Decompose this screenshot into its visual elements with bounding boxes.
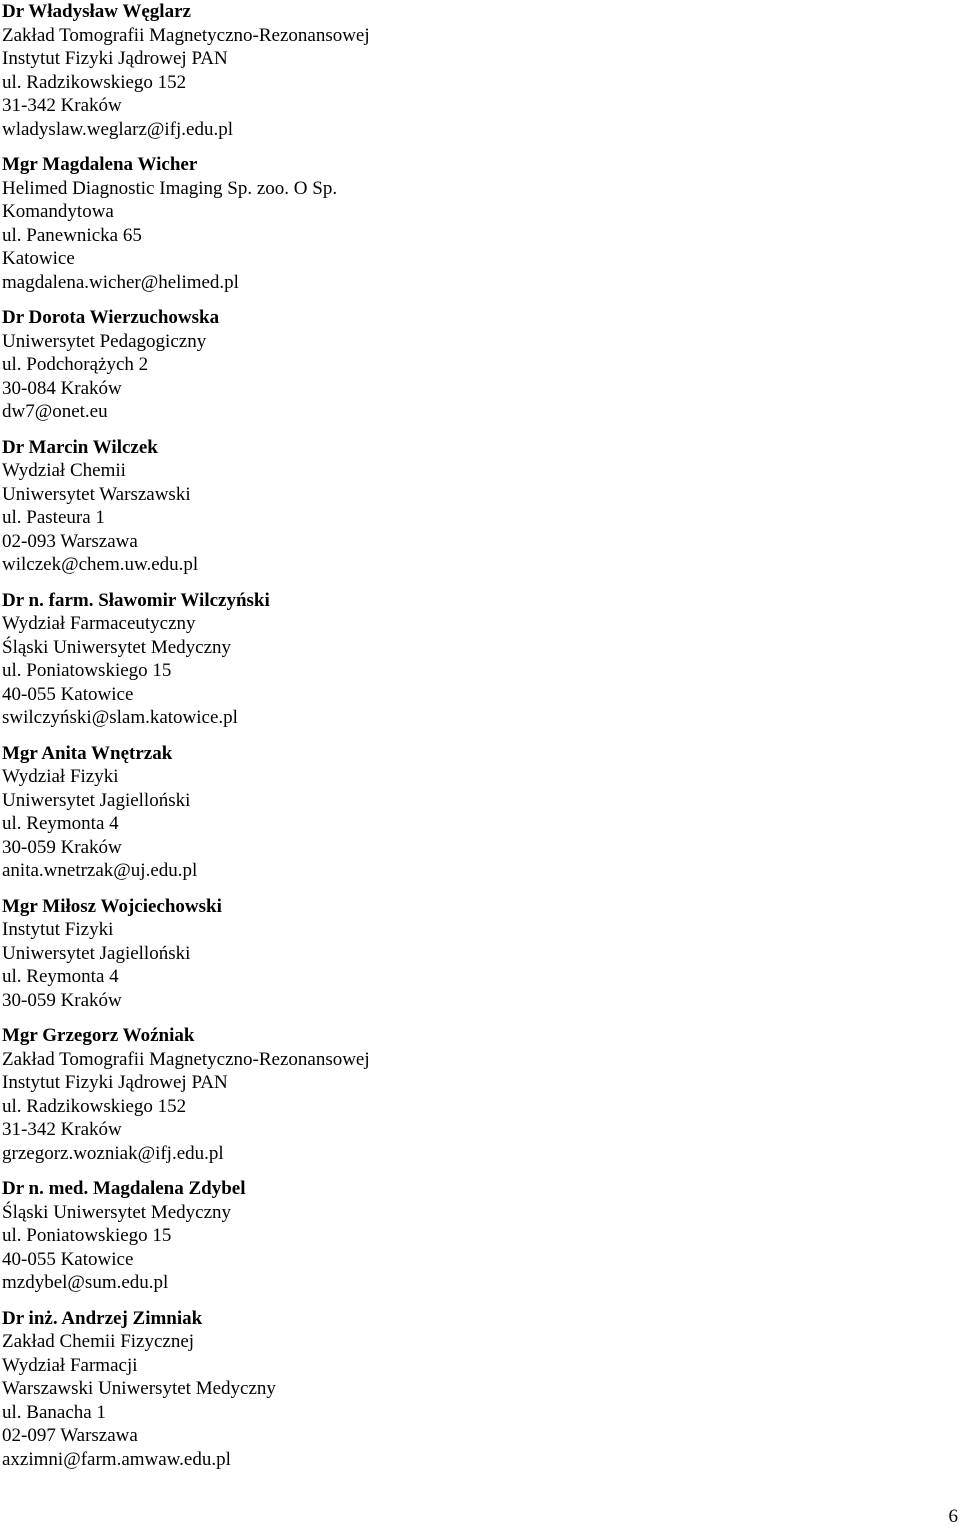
contact-address-line: 30-084 Kraków [2, 377, 122, 399]
contact-address-line: Warszawski Uniwersytet Medyczny [2, 1378, 276, 1399]
contact-address-line: Komandytowa [2, 201, 114, 222]
contact-entry [2, 895, 902, 1013]
contact-address-line: Śląski Uniwersytet Medyczny [2, 1201, 232, 1223]
contact-address-line: ul. Podchorążych 2 [2, 354, 149, 375]
contact-name: Dr Dorota Wierzuchowska [2, 307, 220, 328]
contact-entry [2, 742, 902, 883]
contact-email: swilczyński@slam.katowice.pl [2, 707, 238, 728]
contact-email: magdalena.wicher@helimed.pl [2, 271, 239, 293]
contact-name: Mgr Anita Wnętrzak [2, 742, 173, 764]
contact-address-line: Instytut Fizyki Jądrowej PAN [2, 1072, 228, 1093]
contact-email: dw7@onet.eu [2, 401, 108, 422]
contact-address-line: Helimed Diagnostic Imaging Sp. zoo. O Sp. [2, 177, 338, 199]
contact-name: Dr n. farm. Sławomir Wilczyński [2, 589, 270, 611]
contact-name: Dr inż. Andrzej Zimniak [2, 1307, 203, 1329]
contact-address-line: Zakład Chemii Fizycznej [2, 1331, 195, 1352]
contact-address-line: 31-342 Kraków [2, 95, 122, 116]
contact-email: wilczek@chem.uw.edu.pl [2, 554, 199, 575]
contact-address-line: Zakład Tomografii Magnetyczno-Rezonansowej [2, 1048, 370, 1070]
contact-email: grzegorz.wozniak@ifj.edu.pl [2, 1142, 224, 1164]
contact-name: Dr n. med. Magdalena Zdybel [2, 1178, 246, 1199]
contact-name: Dr Władysław Węglarz [2, 1, 191, 22]
contact-email: anita.wnetrzak@uj.edu.pl [2, 860, 198, 881]
contact-address-line: ul. Poniatowskiego 15 [2, 1225, 172, 1246]
contact-address-line: 40-055 Katowice [2, 1248, 134, 1270]
contact-address-line: Uniwersytet Warszawski [2, 483, 191, 505]
contact-address-line: ul. Panewnicka 65 [2, 224, 142, 246]
contact-address-line: Wydział Farmaceutyczny [2, 613, 196, 634]
contact-address-line: 02-097 Warszawa [2, 1425, 138, 1446]
contact-name: Mgr Grzegorz Woźniak [2, 1025, 195, 1046]
contact-address-line: Uniwersytet Jagielloński [2, 942, 191, 964]
contact-entry [2, 1307, 902, 1472]
contact-address-line: ul. Banacha 1 [2, 1401, 106, 1423]
contact-list [2, 0, 902, 1483]
contact-address-line: 40-055 Katowice [2, 683, 134, 705]
contact-address-line: 30-059 Kraków [2, 989, 122, 1011]
contact-address-line: Katowice [2, 248, 75, 269]
contact-name: Mgr Miłosz Wojciechowski [2, 895, 222, 917]
contact-address-line: ul. Reymonta 4 [2, 813, 119, 834]
contact-address-line: Uniwersytet Pedagogiczny [2, 330, 207, 352]
contact-address-line: Instytut Fizyki Jądrowej PAN [2, 48, 228, 69]
contact-entry [2, 436, 902, 577]
contact-address-line: 31-342 Kraków [2, 1119, 122, 1140]
contact-address-line: ul. Radzikowskiego 152 [2, 71, 187, 93]
contact-name: Dr Marcin Wilczek [2, 436, 158, 458]
contact-entry [2, 153, 902, 294]
contact-entry [2, 589, 902, 730]
contact-address-line: Instytut Fizyki [2, 919, 114, 940]
contact-name: Mgr Magdalena Wicher [2, 154, 198, 175]
contact-address-line: Śląski Uniwersytet Medyczny [2, 636, 232, 658]
contact-address-line: ul. Reymonta 4 [2, 966, 119, 987]
contact-entry [2, 0, 902, 141]
contact-email: wladyslaw.weglarz@ifj.edu.pl [2, 118, 233, 140]
contact-entry [2, 306, 902, 424]
contact-address-line: Uniwersytet Jagielloński [2, 789, 191, 811]
contact-address-line: ul. Poniatowskiego 15 [2, 660, 172, 681]
page-number: 6 [948, 1506, 958, 1527]
contact-address-line: Wydział Farmacji [2, 1354, 138, 1376]
contact-address-line: Wydział Fizyki [2, 766, 119, 787]
contact-email: mzdybel@sum.edu.pl [2, 1272, 169, 1293]
contact-entry [2, 1177, 902, 1295]
contact-address-line: ul. Pasteura 1 [2, 507, 105, 528]
contact-address-line: 02-093 Warszawa [2, 530, 138, 552]
contact-entry [2, 1024, 902, 1165]
contact-email: axzimni@farm.amwaw.edu.pl [2, 1448, 231, 1470]
contact-address-line: Zakład Tomografii Magnetyczno-Rezonansowej [2, 24, 370, 46]
contact-address-line: ul. Radzikowskiego 152 [2, 1095, 187, 1117]
contact-address-line: Wydział Chemii [2, 460, 126, 481]
contact-address-line: 30-059 Kraków [2, 836, 122, 858]
